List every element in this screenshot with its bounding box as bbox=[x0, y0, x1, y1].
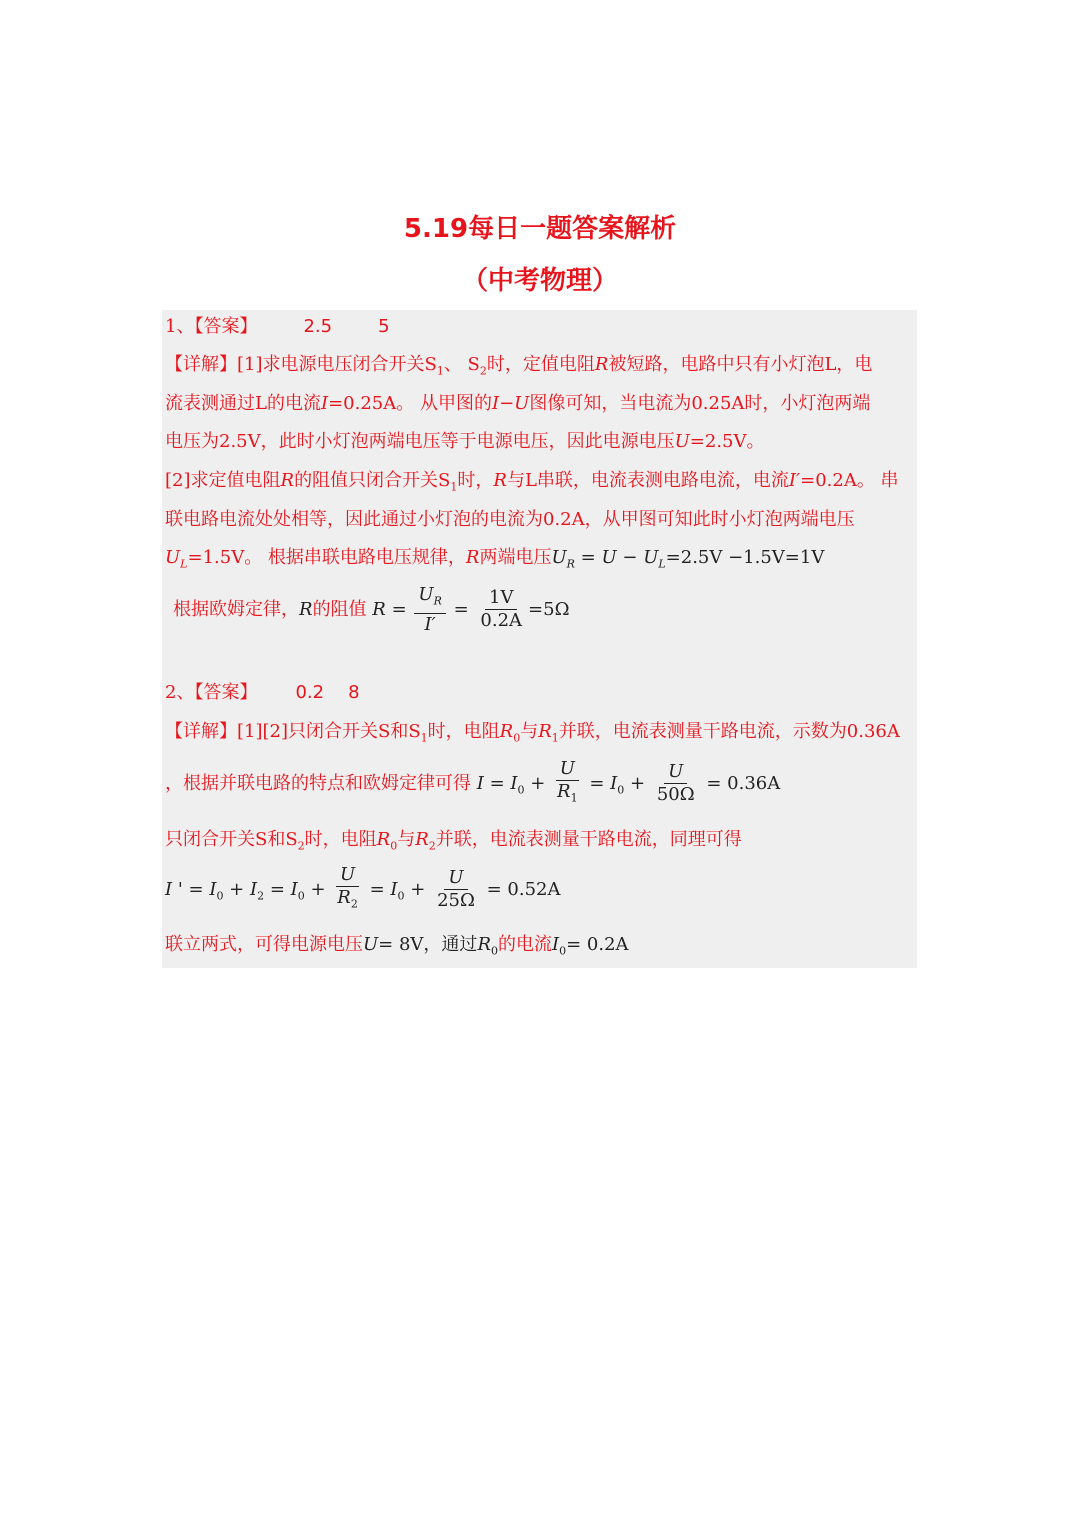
q2-detail-line2: ，根据并联电路的特点和欧姆定律可得 $I = I_0$ + $\frac{U}{R_1}$ = $I_0$ + $\frac{U}{50\Omega}$ = 0.36A bbox=[165, 758, 780, 810]
q1-text: =2.5V −1.5V=1V bbox=[665, 547, 825, 568]
q2-text: 并联，电流表测量干路电流，同理可得 bbox=[435, 829, 742, 850]
q2-answer-b: 8 bbox=[348, 682, 360, 703]
q1-text: I−U bbox=[491, 393, 530, 414]
q1-detail-line5 bbox=[165, 505, 855, 531]
q1-answer-b: 5 bbox=[378, 316, 390, 337]
q2-text: = 0.52A bbox=[486, 878, 561, 900]
q1-text: 根据欧姆定律， bbox=[173, 598, 299, 620]
page-title: 5.19每日一题答案解析 bbox=[403, 214, 677, 244]
q1-detail-line1: 【详解】[1]求电源电压闭合开关$S_1$、 $S_2$时，定值电阻R被短路，电路中只有小灯泡L，电 bbox=[165, 354, 873, 378]
q2-text: = 8V，通过 bbox=[378, 934, 478, 955]
q2-text: 与 bbox=[520, 721, 539, 742]
q2-answer-a: 0.2 bbox=[295, 682, 325, 703]
q1-text: =1.5V。 根据串联电路电压规律， bbox=[187, 547, 466, 568]
q2-text: 时，电阻 bbox=[304, 829, 377, 850]
q2-label: 2、【答案】 bbox=[165, 682, 258, 703]
q2-text: = 0.2A bbox=[566, 934, 629, 955]
q1-label: 1、【答案】 bbox=[165, 316, 258, 337]
fraction: $\frac{U}{25\Omega}$ bbox=[437, 867, 475, 912]
q1-text: 两端电压 bbox=[479, 547, 552, 568]
fraction: $\frac{U_R}{I'}$ bbox=[414, 584, 445, 636]
page-subtitle: （中考物理） bbox=[461, 266, 618, 296]
q2-text: [1][2]只闭合开关S和S bbox=[237, 721, 421, 742]
fraction: $\frac{U}{50\Omega}$ bbox=[656, 761, 695, 806]
q2-text: 时，电阻 bbox=[427, 721, 500, 742]
q1-text: 的阻值 bbox=[312, 598, 367, 620]
q1-detail-line6: $U_L=1.5V$。 根据串联电路电压规律，R两端电压$U_R = U - U_L=2.5V -1.5V=1V$ bbox=[165, 547, 825, 571]
q2-text: 只闭合开关S和S bbox=[165, 829, 298, 850]
q1-text: =2.5V。 bbox=[689, 431, 765, 452]
q1-detail-label: 【详解】 bbox=[165, 354, 237, 375]
q2-detail-line4: I ' = $I_0 + I_2 = I_0$ + $\frac{U}{R_2}$ = $I_0$ + $\frac{U}{25\Omega}$ = 0.52A bbox=[165, 864, 561, 916]
fraction: $\frac{1V}{0.2A}$ bbox=[480, 587, 523, 632]
q1-text: 与L串联，电流表测电路电流，电流 bbox=[506, 470, 789, 491]
q2-text: 并联，电流表测量干路电流，示数为0.36A bbox=[558, 721, 900, 742]
q1-text: 的阻值只闭合开关S bbox=[294, 470, 451, 491]
q2-detail-line5: 联立两式，可得电源电压U= 8V，通过$R_0$的电流$I_0= 0.2A$ bbox=[165, 934, 629, 958]
q2-text: 与 bbox=[397, 829, 416, 850]
q1-text: [1]求电源电压闭合开关S bbox=[237, 354, 437, 375]
q1-text: =5Ω bbox=[528, 598, 570, 620]
q1-answer-line bbox=[165, 312, 390, 338]
q1-text: =0.2A。 串 bbox=[800, 470, 899, 491]
q2-detail-label: 【详解】 bbox=[165, 721, 237, 742]
fraction: $\frac{U}{R_1}$ bbox=[557, 758, 578, 805]
q1-answer-a: 2.5 bbox=[303, 316, 333, 337]
q1-detail-line2: 流表测通过L的电流I=0.25A。 从甲图的I−U图像可知，当电流为0.25A时，小灯泡两端 bbox=[165, 393, 871, 414]
q1-detail-line4: [2]求定值电阻R的阻值只闭合开关$S_1$时，R与L串联，电流表测电路电流，电流I′=0.2A。 串 bbox=[165, 470, 899, 494]
q1-text: 、 S bbox=[443, 354, 480, 375]
q1-text: 被短路，电路中只有小灯泡L，电 bbox=[608, 354, 873, 375]
q2-detail-line3: 只闭合开关S和$S_2$时，电阻$R_0$与$R_2$并联，电流表测量干路电流，同理可得 bbox=[165, 829, 742, 853]
q1-text: 时， bbox=[457, 470, 494, 491]
q1-detail-line3: 电压为2.5V，此时小灯泡两端电压等于电源电压，因此电源电压U=2.5V。 bbox=[165, 431, 765, 452]
q1-text: 联电路电流处处相等，因此通过小灯泡的电流为0.2A，从甲图可知此时小灯泡两端电压 bbox=[165, 509, 855, 530]
q2-text: ，根据并联电路的特点和欧姆定律可得 bbox=[165, 772, 471, 794]
q2-text: 联立两式，可得电源电压 bbox=[165, 934, 363, 955]
q1-detail-line7: 根据欧姆定律，R的阻值 R = $\frac{U_R}{I'}$ = $\frac{1V}{0.2A}$ =5Ω bbox=[173, 584, 570, 635]
q2-text: 的电流 bbox=[498, 934, 552, 955]
fraction: $\frac{U}{R_2}$ bbox=[337, 864, 358, 911]
q1-text: 流表测通过L的电流 bbox=[165, 393, 321, 414]
q1-text: 图像可知，当电流为0.25A时，小灯泡两端 bbox=[529, 393, 871, 414]
q1-text: 时，定值电阻 bbox=[486, 354, 595, 375]
q1-text: 电压为2.5V，此时小灯泡两端电压等于电源电压，因此电源电压 bbox=[165, 431, 675, 452]
q1-text: [2]求定值电阻 bbox=[165, 470, 281, 491]
q1-text: I′ bbox=[788, 470, 801, 491]
q2-text: = 0.36A bbox=[706, 772, 781, 794]
q2-answer-line bbox=[165, 678, 360, 704]
q2-detail-line1: 【详解】[1][2]只闭合开关S和$S_1$时，电阻$R_0$与$R_1$并联，电流表测量干路电流，示数为0.36A bbox=[165, 721, 900, 745]
q1-text: =0.25A。 从甲图的 bbox=[328, 393, 492, 414]
